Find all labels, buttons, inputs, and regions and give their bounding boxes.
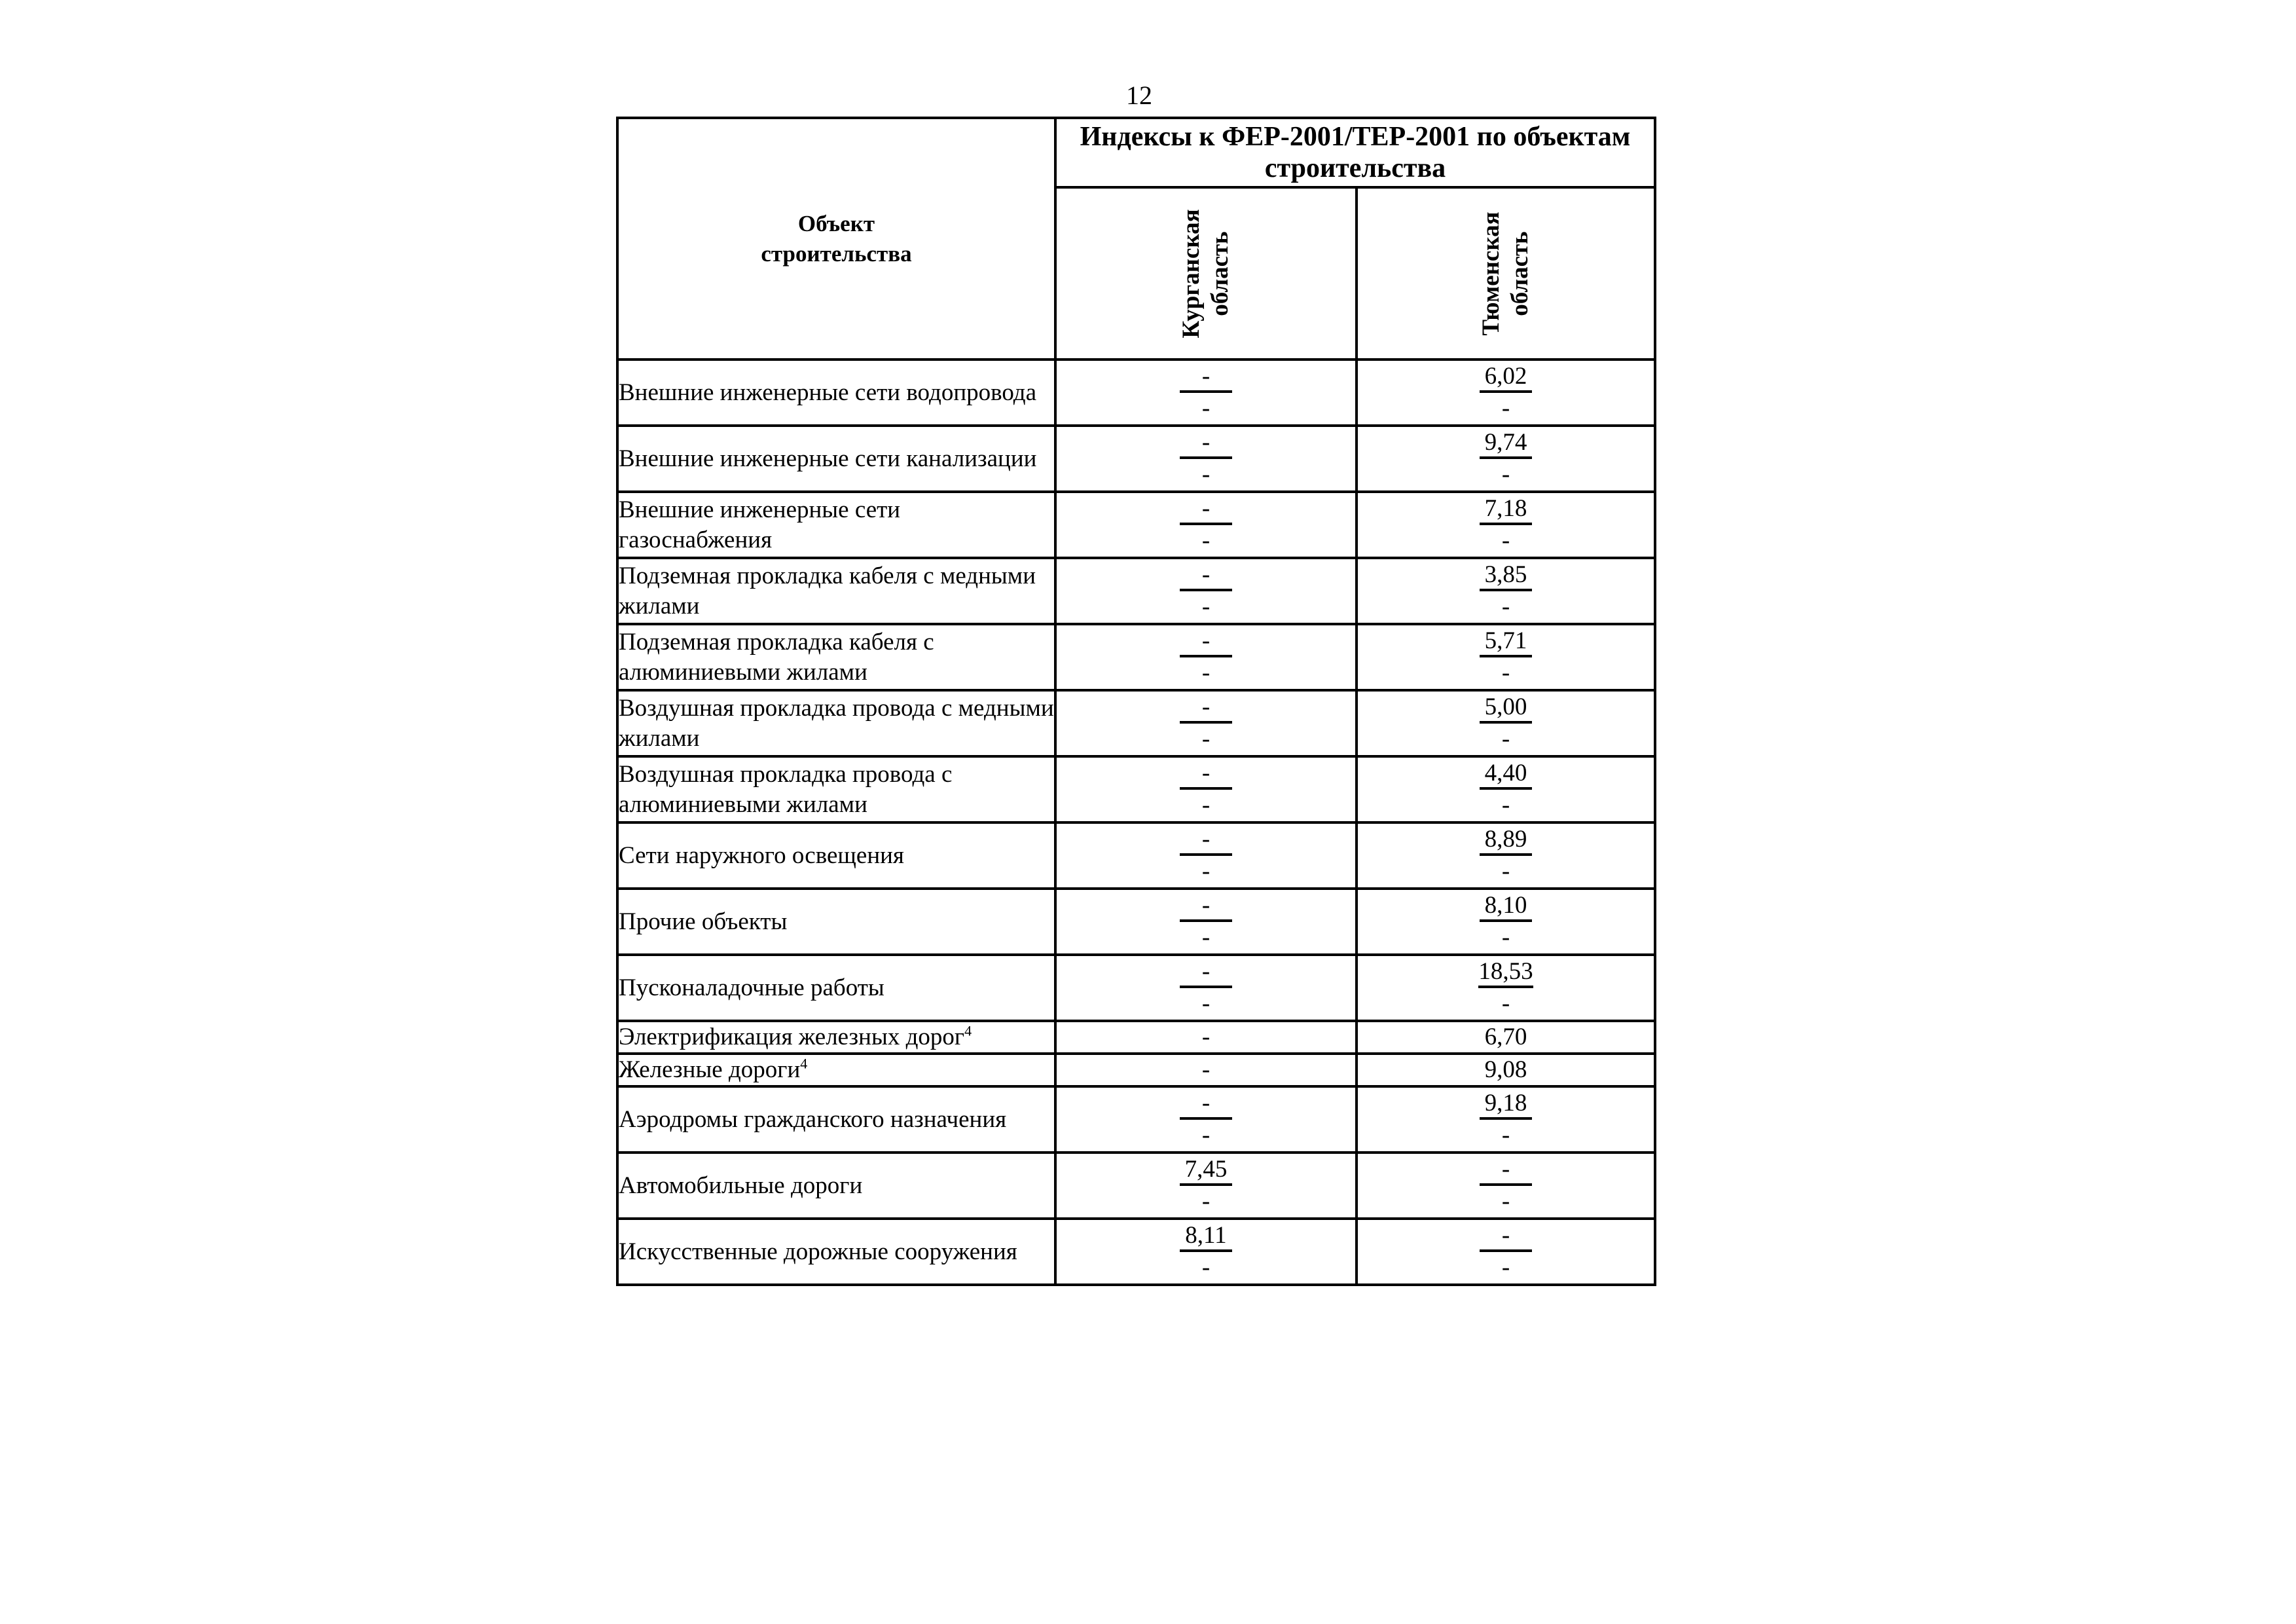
object-name-cell bbox=[617, 822, 1055, 889]
kurgan-numerator: 7,45 bbox=[1180, 1156, 1232, 1186]
tyumen-value-cell bbox=[1357, 955, 1655, 1021]
tyumen-denominator: - bbox=[1501, 394, 1510, 422]
tyumen-numerator: 7,18 bbox=[1480, 495, 1532, 525]
kurgan-denominator: - bbox=[1201, 923, 1211, 951]
kurgan-numerator: - bbox=[1180, 363, 1232, 393]
kurgan-denominator: - bbox=[1201, 791, 1211, 819]
tyumen-value-cell bbox=[1357, 492, 1655, 558]
kurgan-denominator: - bbox=[1201, 526, 1211, 554]
kurgan-numerator: - bbox=[1180, 495, 1232, 525]
kurgan-header-line2: область bbox=[1207, 231, 1233, 316]
kurgan-value-cell bbox=[1055, 889, 1357, 955]
kurgan-value-cell bbox=[1055, 558, 1357, 624]
kurgan-value-cell bbox=[1055, 426, 1357, 492]
object-name: Искусственные дорожные сооружения bbox=[619, 1238, 1017, 1265]
object-header-line2: строительства bbox=[761, 240, 912, 267]
kurgan-numerator: - bbox=[1180, 1090, 1232, 1120]
tyumen-header-line1: Тюменская bbox=[1478, 211, 1504, 336]
tyumen-value-cell bbox=[1357, 756, 1655, 822]
object-name-cell bbox=[617, 360, 1055, 426]
kurgan-numerator: 8,11 bbox=[1180, 1222, 1232, 1252]
object-name-cell bbox=[617, 1021, 1055, 1054]
tyumen-value-cell: 6,70 bbox=[1357, 1021, 1655, 1054]
kurgan-numerator: - bbox=[1180, 693, 1232, 724]
tyumen-numerator: 5,71 bbox=[1480, 627, 1532, 657]
tyumen-value-cell bbox=[1357, 624, 1655, 690]
table-row bbox=[617, 492, 1655, 558]
object-name-cell bbox=[617, 756, 1055, 822]
object-name-cell bbox=[617, 1219, 1055, 1285]
tyumen-denominator: - bbox=[1501, 857, 1510, 885]
tyumen-numerator: - bbox=[1480, 1156, 1532, 1186]
kurgan-region-header bbox=[1055, 187, 1357, 360]
kurgan-value-cell bbox=[1055, 1086, 1357, 1153]
tyumen-numerator: 9,74 bbox=[1480, 429, 1532, 459]
kurgan-value-cell bbox=[1055, 624, 1357, 690]
kurgan-denominator: - bbox=[1201, 460, 1211, 488]
object-name: Аэродромы гражданского назначения bbox=[619, 1105, 1007, 1133]
tyumen-numerator: - bbox=[1480, 1222, 1532, 1252]
kurgan-denominator: - bbox=[1201, 394, 1211, 422]
kurgan-value-cell bbox=[1055, 756, 1357, 822]
kurgan-value-cell bbox=[1055, 1219, 1357, 1285]
object-name-cell bbox=[617, 1086, 1055, 1153]
tyumen-value-cell bbox=[1357, 1086, 1655, 1153]
kurgan-value-cell bbox=[1055, 492, 1357, 558]
object-name-cell bbox=[617, 558, 1055, 624]
kurgan-denominator: - bbox=[1201, 659, 1211, 686]
tyumen-denominator: - bbox=[1501, 923, 1510, 951]
tyumen-denominator: - bbox=[1501, 1253, 1510, 1281]
tyumen-numerator: 4,40 bbox=[1480, 760, 1532, 790]
object-name: Внешние инженерные сети газоснабжения bbox=[619, 496, 901, 553]
object-name-cell bbox=[617, 690, 1055, 756]
tyumen-numerator: 18,53 bbox=[1478, 958, 1533, 988]
table-row bbox=[617, 822, 1655, 889]
tyumen-denominator: - bbox=[1501, 791, 1510, 819]
tyumen-denominator: - bbox=[1501, 593, 1510, 620]
object-name-cell bbox=[617, 492, 1055, 558]
object-name: Автомобильные дороги bbox=[619, 1172, 863, 1199]
table-row bbox=[617, 1086, 1655, 1153]
kurgan-numerator: - bbox=[1180, 826, 1232, 856]
table-row bbox=[617, 889, 1655, 955]
kurgan-header-line1: Курганская bbox=[1178, 208, 1205, 339]
table-row bbox=[617, 690, 1655, 756]
kurgan-value-cell bbox=[1055, 690, 1357, 756]
object-column-header bbox=[617, 118, 1055, 360]
table-row bbox=[617, 624, 1655, 690]
table-row bbox=[617, 1054, 1655, 1086]
object-name: Железные дороги bbox=[619, 1056, 801, 1083]
kurgan-value-cell bbox=[1055, 955, 1357, 1021]
tyumen-value-cell bbox=[1357, 1219, 1655, 1285]
tyumen-header-line2: область bbox=[1506, 231, 1533, 316]
object-name-cell bbox=[617, 1153, 1055, 1219]
kurgan-numerator: - bbox=[1180, 429, 1232, 459]
tyumen-denominator: - bbox=[1501, 526, 1510, 554]
footnote-marker: 4 bbox=[800, 1055, 808, 1072]
tyumen-numerator: 3,85 bbox=[1480, 561, 1532, 591]
object-name: Внешние инженерные сети водопровода bbox=[619, 378, 1037, 406]
object-name: Воздушная прокладка провода с медными жилами bbox=[619, 694, 1054, 752]
kurgan-denominator: - bbox=[1201, 857, 1211, 885]
indices-group-header: Индексы к ФЕР-2001/ТЕР-2001 по объектам строительства bbox=[1055, 118, 1655, 187]
object-name: Пусконаладочные работы bbox=[619, 974, 884, 1001]
object-name: Прочие объекты bbox=[619, 908, 788, 935]
kurgan-value-cell bbox=[1055, 822, 1357, 889]
tyumen-numerator: 5,00 bbox=[1480, 693, 1532, 724]
table-row bbox=[617, 756, 1655, 822]
tyumen-denominator: - bbox=[1501, 1187, 1510, 1215]
footnote-marker: 4 bbox=[964, 1022, 972, 1039]
table-row bbox=[617, 1153, 1655, 1219]
kurgan-numerator: - bbox=[1180, 892, 1232, 922]
object-name: Внешние инженерные сети канализации bbox=[619, 445, 1037, 472]
object-name: Сети наружного освещения bbox=[619, 841, 904, 869]
object-name: Подземная прокладка кабеля с алюминиевыми жилами bbox=[619, 628, 934, 686]
tyumen-value-cell bbox=[1357, 690, 1655, 756]
tyumen-value-cell: 9,08 bbox=[1357, 1054, 1655, 1086]
object-name: Воздушная прокладка провода с алюминиевыми жилами bbox=[619, 760, 953, 818]
table-row bbox=[617, 955, 1655, 1021]
tyumen-numerator: 8,89 bbox=[1480, 826, 1532, 856]
tyumen-value-cell bbox=[1357, 889, 1655, 955]
object-name-cell bbox=[617, 889, 1055, 955]
tyumen-numerator: 8,10 bbox=[1480, 892, 1532, 922]
object-name-cell bbox=[617, 1054, 1055, 1086]
object-name-cell bbox=[617, 426, 1055, 492]
kurgan-denominator: - bbox=[1201, 1121, 1211, 1149]
kurgan-denominator: - bbox=[1201, 1253, 1211, 1281]
page-number: 12 bbox=[1126, 81, 1152, 110]
object-name: Электрификация железных дорог bbox=[619, 1024, 965, 1050]
kurgan-value-cell: - bbox=[1055, 1021, 1357, 1054]
object-name-cell bbox=[617, 624, 1055, 690]
table-row bbox=[617, 1021, 1655, 1054]
tyumen-denominator: - bbox=[1501, 1121, 1510, 1149]
indices-table bbox=[616, 117, 1656, 1286]
tyumen-value-cell bbox=[1357, 426, 1655, 492]
kurgan-numerator: - bbox=[1180, 760, 1232, 790]
kurgan-value-cell: - bbox=[1055, 1054, 1357, 1086]
tyumen-denominator: - bbox=[1501, 659, 1510, 686]
table-row bbox=[617, 360, 1655, 426]
tyumen-denominator: - bbox=[1501, 725, 1510, 752]
tyumen-region-header bbox=[1357, 187, 1655, 360]
kurgan-numerator: - bbox=[1180, 958, 1232, 988]
kurgan-value-cell bbox=[1055, 1153, 1357, 1219]
kurgan-denominator: - bbox=[1201, 593, 1211, 620]
kurgan-numerator: - bbox=[1180, 561, 1232, 591]
table-row bbox=[617, 1219, 1655, 1285]
tyumen-denominator: - bbox=[1501, 460, 1510, 488]
tyumen-numerator: 6,02 bbox=[1480, 363, 1532, 393]
tyumen-denominator: - bbox=[1501, 989, 1510, 1017]
object-name: Подземная прокладка кабеля с медными жилами bbox=[619, 562, 1036, 619]
kurgan-denominator: - bbox=[1201, 725, 1211, 752]
table-row bbox=[617, 558, 1655, 624]
kurgan-denominator: - bbox=[1201, 1187, 1211, 1215]
object-name-cell bbox=[617, 955, 1055, 1021]
kurgan-denominator: - bbox=[1201, 989, 1211, 1017]
table-row bbox=[617, 426, 1655, 492]
object-header-line1: Объект bbox=[797, 210, 875, 236]
tyumen-numerator: 9,18 bbox=[1480, 1090, 1532, 1120]
kurgan-numerator: - bbox=[1180, 627, 1232, 657]
tyumen-value-cell bbox=[1357, 1153, 1655, 1219]
tyumen-value-cell bbox=[1357, 360, 1655, 426]
tyumen-value-cell bbox=[1357, 822, 1655, 889]
tyumen-value-cell bbox=[1357, 558, 1655, 624]
kurgan-value-cell bbox=[1055, 360, 1357, 426]
